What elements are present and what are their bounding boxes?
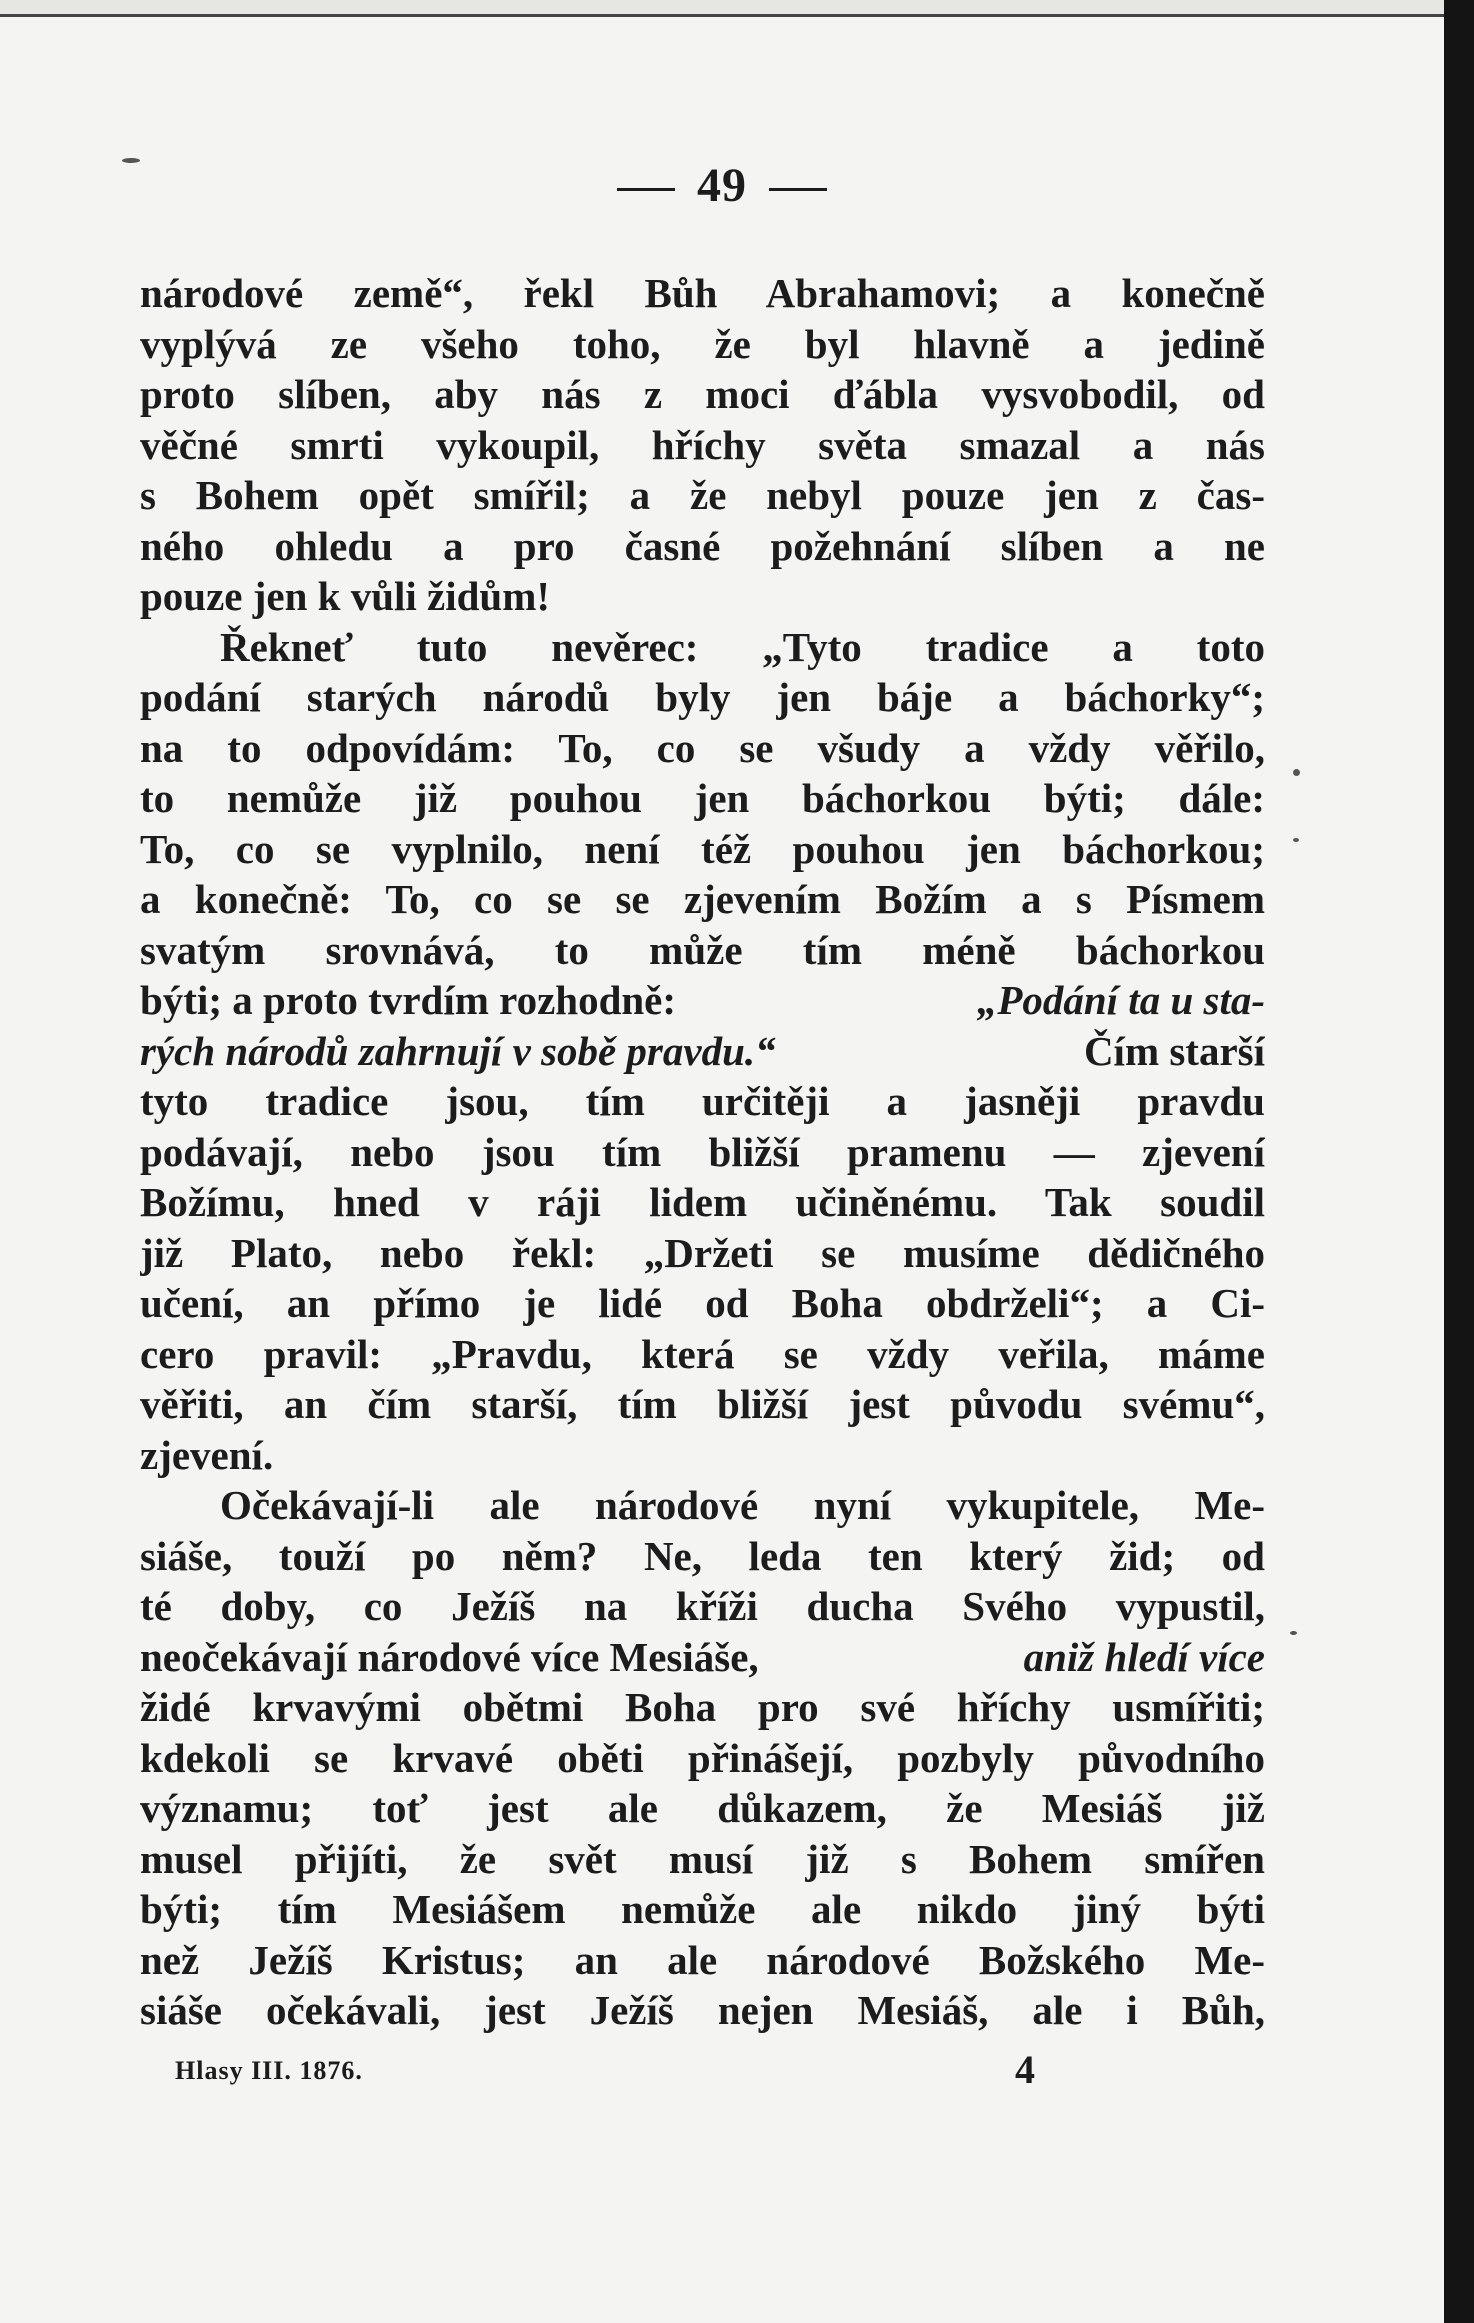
text-run: Čím starší	[1083, 1027, 1265, 1074]
text-line	[140, 1632, 1265, 1683]
page-number-value: 49	[697, 159, 747, 212]
text-line: podání starých národů byly jen báje a báchorky“;	[140, 674, 1265, 720]
text-line: siáše očekávali, jest Ježíš nejen Mesiáš, ale i Bůh,	[140, 1987, 1265, 2033]
text-line: musel přijíti, že svět musí již s Bohem smířen	[140, 1835, 1265, 1882]
page-number	[0, 158, 1444, 213]
text-line: již Plato, nebo řekl: „Držeti se musíme dědičného	[140, 1229, 1265, 1276]
page-footer	[175, 2046, 1075, 2096]
text-line: cero pravil: „Pravdu, která se vždy veřila, máme	[140, 1330, 1265, 1377]
text-line: pouze jen k vůli židům!	[140, 573, 551, 619]
page-number-dash-left	[617, 188, 675, 191]
scan-right-edge	[1444, 0, 1474, 2323]
text-line: kdekoli se krvavé oběti přinášejí, pozbyly původního	[140, 1734, 1265, 1781]
scan-speck	[1293, 838, 1299, 842]
paragraph-first-line: Řekneť tuto nevěrec: „Tyto tradice a toto	[220, 623, 1265, 670]
text-line: a konečně: To, co se se zjevením Božím a s Písmem	[140, 876, 1265, 922]
text-run: neočekávají národové více Mesiáše,	[140, 1633, 759, 1680]
text-line: vyplývá ze všeho toho, že byl hlavně a jedině	[140, 320, 1265, 367]
text-line: tyto tradice jsou, tím určitěji a jasněji pravdu	[140, 1078, 1265, 1124]
italic-emphasis: aniž hledí více	[1023, 1633, 1265, 1680]
text-line: na to odpovídám: To, co se všudy a vždy věřilo,	[140, 724, 1265, 771]
text-line: významu; toť jest ale důkazem, že Mesiáš již	[140, 1785, 1265, 1831]
text-line: s Bohem opět smířil; a že nebyl pouze jen z čas-	[140, 472, 1265, 518]
text-line	[140, 975, 1265, 1026]
text-line: svatým srovnává, to může tím méně báchorkou	[140, 926, 1265, 973]
text-run: býti; a proto tvrdím rozhodně:	[140, 977, 677, 1023]
italic-quote: rých národů zahrnují v sobě pravdu.“	[140, 1027, 776, 1074]
text-line: Božímu, hned v ráji lidem učiněnému. Tak soudil	[140, 1179, 1265, 1225]
text-line: té doby, co Ježíš na kříži ducha Svého vypustil,	[140, 1583, 1265, 1629]
printer-signature: Hlasy III. 1876.	[175, 2056, 363, 2085]
text-line: zjevení.	[140, 1431, 274, 1478]
scan-top-edge	[0, 14, 1444, 17]
text-line: věřiti, an čím starší, tím bližší jest původu svému“,	[140, 1381, 1265, 1427]
text-line: národové země“, řekl Bůh Abrahamovi; a konečně	[140, 270, 1265, 316]
text-line: učení, an přímo je lidé od Boha obdrželi“; a Ci-	[140, 1280, 1265, 1326]
text-line: To, co se vyplnilo, není též pouhou jen báchorkou;	[140, 825, 1265, 872]
scan-top-margin	[0, 0, 1474, 14]
italic-emphasis-line: židé krvavými obětmi Boha pro své hříchy usmířiti;	[140, 1684, 1265, 1730]
italic-quote: „Podání ta u sta-	[976, 977, 1265, 1023]
text-line: než Ježíš Kristus; an ale národové Božského Me-	[140, 1936, 1265, 1983]
body-text	[140, 268, 1265, 2036]
text-line: ného ohledu a pro časné požehnání slíben a ne	[140, 522, 1265, 569]
text-line: věčné smrti vykoupil, hříchy světa smazal a nás	[140, 421, 1265, 468]
text-line: býti; tím Mesiášem nemůže ale nikdo jiný býti	[140, 1886, 1265, 1932]
text-line: podávají, nebo jsou tím bližší pramenu — zjevení	[140, 1128, 1265, 1175]
scan-speck	[1293, 769, 1300, 776]
sheet-number: 4	[1015, 2047, 1035, 2092]
text-line: siáše, touží po něm? Ne, leda ten který žid; od	[140, 1532, 1265, 1579]
page-number-dash-right	[769, 188, 827, 191]
text-line	[140, 1026, 1265, 1077]
scan-speck	[1290, 1631, 1297, 1635]
text-line: proto slíben, aby nás z moci ďábla vysvobodil, od	[140, 371, 1265, 417]
text-line: to nemůže již pouhou jen báchorkou býti; dále:	[140, 775, 1265, 821]
paragraph-first-line: Očekávají-li ale národové nyní vykupitele, Me-	[220, 1482, 1265, 1528]
